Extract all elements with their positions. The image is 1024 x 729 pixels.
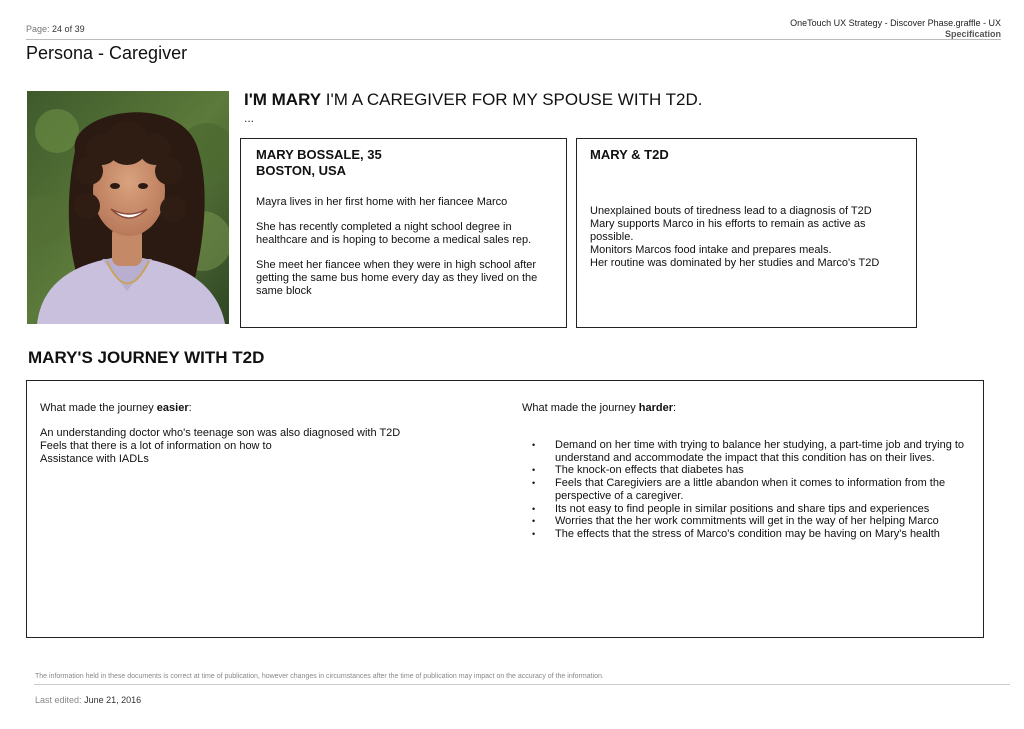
- document-subtitle: Specification: [944, 29, 1001, 39]
- header-divider: [26, 39, 1001, 40]
- harder-heading-prefix: What made the journey: [522, 402, 639, 414]
- harder-heading: [522, 402, 972, 414]
- easier-heading-keyword: easier: [156, 402, 189, 414]
- easier-item: Assistance with IADLs: [40, 453, 149, 465]
- last-edited: [35, 695, 141, 705]
- last-edited-label: Last edited:: [35, 695, 82, 705]
- harder-heading-suffix: :: [673, 402, 677, 414]
- persona-t2d-card: [576, 138, 917, 328]
- harder-item: • Feels that Caregiviers are a little abandon when it comes to information from the perspective of a caregiver.: [522, 477, 972, 502]
- t2d-line: Mary supports Marco in his efforts to remain as active as possible.: [590, 218, 866, 243]
- document-title: OneTouch UX Strategy - Discover Phase.graffle - UX: [790, 18, 1001, 28]
- last-edited-value: June 21, 2016: [84, 695, 142, 705]
- persona-photo-illustration: [27, 91, 229, 324]
- harder-item: • Its not easy to find people in similar positions and share tips and experiences: [522, 503, 972, 516]
- easier-heading-suffix: :: [188, 402, 192, 414]
- easier-item: An understanding doctor who's teenage son was also diagnosed with T2D: [40, 427, 401, 439]
- persona-location: BOSTON, USA: [256, 163, 347, 178]
- journey-card: [26, 380, 984, 638]
- persona-bio-paragraph: She has recently completed a night school degree in healthcare and is hoping to become a medical sales rep.: [256, 221, 532, 246]
- footer-divider: [34, 684, 1010, 685]
- harder-item: • Demand on her time with trying to balance her studying, a part-time job and trying to understand and accommodate the impact that this condition has on their lives.: [522, 439, 972, 464]
- page-number: [26, 24, 85, 34]
- t2d-line: Unexplained bouts of tiredness lead to a diagnosis of T2D: [590, 205, 872, 217]
- journey-easier-column: [40, 402, 480, 466]
- page-value: 24 of 39: [52, 24, 85, 34]
- journey-harder-column: [522, 402, 972, 541]
- journey-title: MARY'S JOURNEY WITH T2D: [28, 348, 265, 367]
- persona-bio-paragraph: Mayra lives in her first home with her fiancee Marco: [256, 196, 508, 208]
- easier-heading-prefix: What made the journey: [40, 402, 157, 414]
- easier-heading: [40, 402, 480, 414]
- easier-item: Feels that there is a lot of information on how to: [40, 440, 272, 452]
- persona-identity-card: [240, 138, 567, 328]
- harder-item: • The effects that the stress of Marco's condition may be having on Mary's health: [522, 528, 972, 541]
- t2d-line: Her routine was dominated by her studies and Marco's T2D: [590, 257, 880, 269]
- persona-headline: [244, 90, 702, 110]
- t2d-card-title: MARY & T2D: [590, 147, 669, 162]
- persona-bio-paragraph: She meet her fiancee when they were in high school after getting the same bus home every day as they lived on the same block: [256, 259, 538, 297]
- headline-ellipsis: ...: [244, 111, 255, 125]
- page-title: Persona - Caregiver: [26, 43, 188, 63]
- persona-name: MARY BOSSALE, 35: [256, 147, 382, 162]
- headline-rest: I'M A CAREGIVER FOR MY SPOUSE WITH T2D.: [321, 90, 703, 109]
- persona-photo: [27, 91, 229, 324]
- page-prefix: Page:: [26, 24, 50, 34]
- harder-item: • The knock-on effects that diabetes has: [522, 464, 972, 477]
- harder-heading-keyword: harder: [638, 402, 674, 414]
- harder-list: [522, 439, 972, 541]
- t2d-card-body: [590, 205, 910, 270]
- headline-bold: I'M MARY: [244, 90, 322, 109]
- t2d-line: Monitors Marcos food intake and prepares meals.: [590, 244, 832, 256]
- harder-item: • Worries that the her work commitments will get in the way of her helping Marco: [522, 515, 972, 528]
- footer-disclaimer: The information held in these documents is correct at time of publication, however changes in circumstances after the time of publication may impact on the accuracy of the information.: [35, 673, 604, 680]
